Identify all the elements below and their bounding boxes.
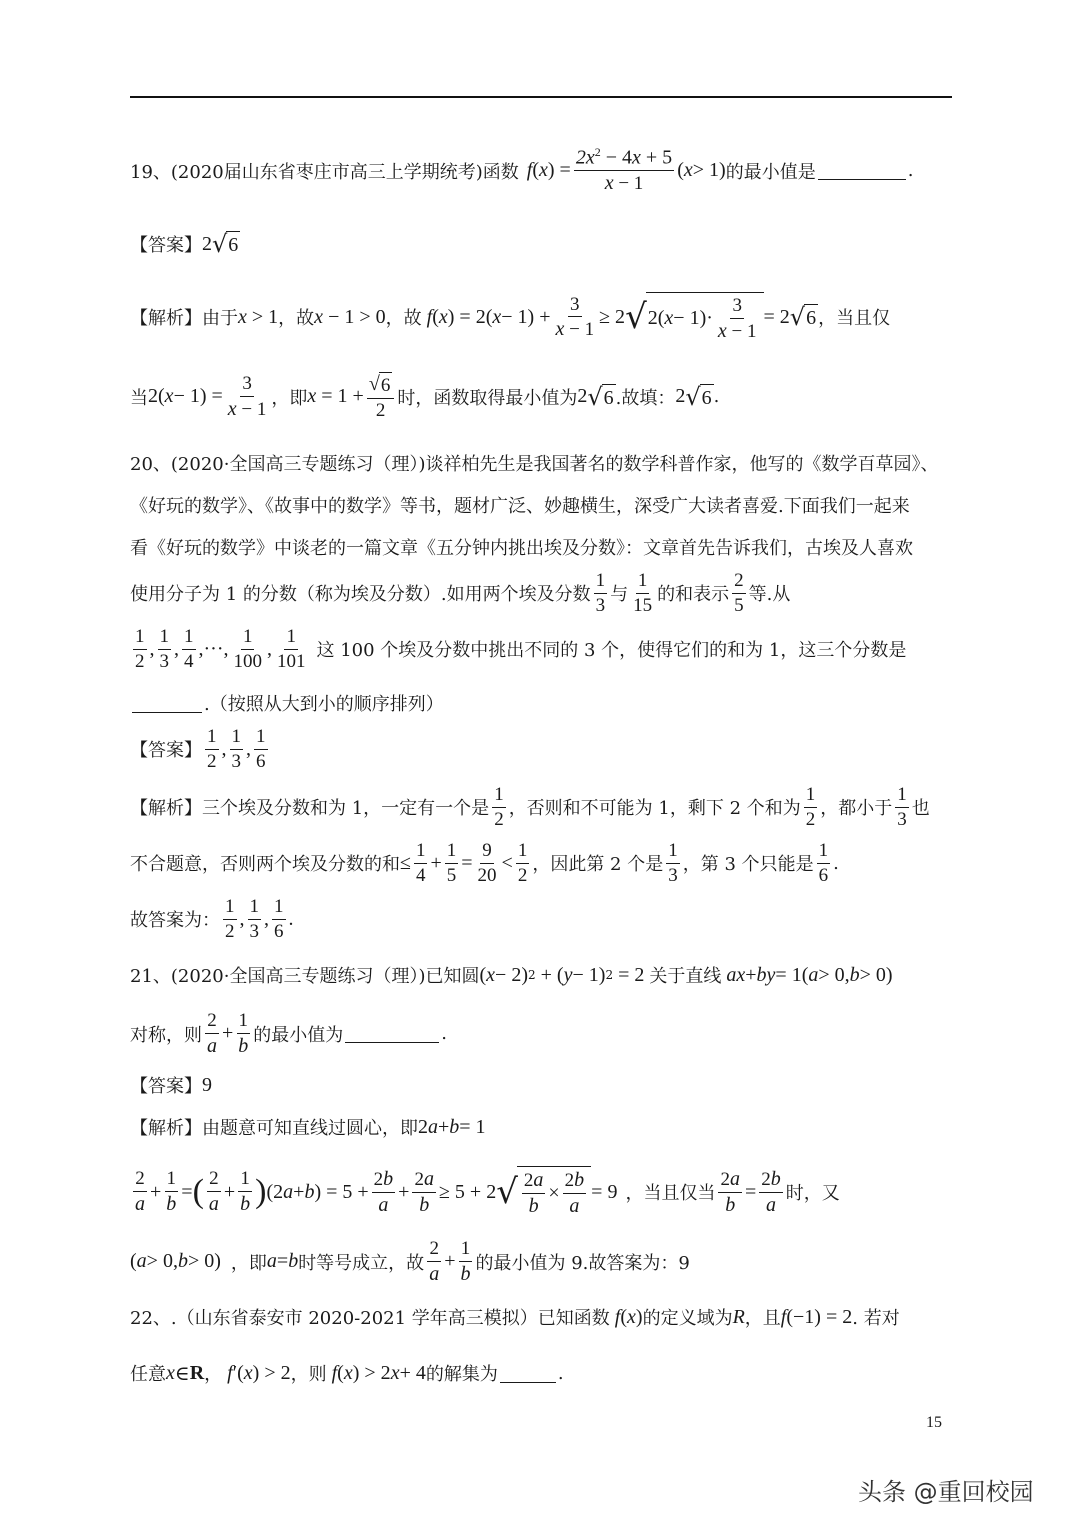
q21-answer-blank [345,1024,439,1043]
q20-line6: .（按照从大到小的顺序排列） [130,690,444,716]
q20-analysis-line1: 【解析】 三个埃及分数和为 1，一定有一个是 $\frac{1}{2}$ ，否则和不可能为 1，剩下 2 个和为 $\frac{1}{2}$ ，都小于 $\frac{1}{3}$ 也 [130,784,930,830]
q20-line2: 《好玩的数学》、《故事中的数学》等书，题材广泛、妙趣横生，深受广大读者喜爱.下面我们一起来 [130,496,910,517]
q21-analysis-line3: ( a > 0, b > 0) ，即 a = b 时等号成立，故 $\frac{2}{a}$ + $\frac{1}{b}$ 的最小值为 9.故答案为：9 [130,1238,690,1285]
watermark: 头条 @重回校园 [858,1478,1034,1506]
q22-line2: 任意 x ∈ R ， f ′( x ) > 2 ，则 f ( x ) > 2 x + 4 的解集为 . [130,1361,564,1385]
header-rule [130,96,952,98]
q20-line3: 看《好玩的数学》中谈老的一篇文章《五分钟内挑出埃及分数》：文章首先告诉我们，古埃及人喜欢 [130,538,913,559]
q20-analysis-line2: 不合题意，否则两个埃及分数的和 ≤ $\frac{1}{4}$ + $\frac{1}{5}$ = $\frac{9}{20}$ < $\frac{1}{2}$ ，因此第 2 个是 $\frac{1}{3}$ ，第 3 个只能是 $\frac{1}{6}$ . [130,840,839,886]
q19-statement: 19、(2020届山东省枣庄市高三上学期统考)函数 f ( x ) = $\frac{2x^2 - 4x + 5}{x - 1}$ ( x > 1) 的最小值是 . [130,145,914,195]
q19-answer: 【答案】 2 √ 6 [130,230,239,258]
q20-line4: 使用分子为 1 的分数（称为埃及分数）.如用两个埃及分数 $\frac{1}{3}$ 与 $\frac{1}{15}$ 的和表示 $\frac{2}{5}$ 等.从 [130,570,791,616]
q20-line5: $\frac{1}{2}$ , $\frac{1}{3}$ , $\frac{1}{4}$ ,···, $\frac{1}{100}$ , $\frac{1}{101}$ 这 100 个埃及分数中挑出不同的 3 个，使得它们的和为 1，这三个分数是 [135,626,907,672]
q21-analysis-line1: 【解析】 由题意可知直线过圆心，即 2 a + b = 1 [130,1115,486,1139]
q19-analysis-line1: 【解析】 由于 x > 1 ，故 x − 1 > 0 ，故 f ( x ) = 2( x − 1) + $\frac{3}{x - 1}$ ≥ 2 √ 2( x − 1)· $\frac{3}{x - 1}$ = 2 √ 6 ，当且仅 [130,293,891,342]
q20-analysis-line3: 故答案为： $\frac{1}{2}$ , $\frac{1}{3}$ , $\frac{1}{6}$ . [130,896,294,942]
q21-statement: 21、(2020·全国高三专题练习（理）)已知圆 ( x − 2) 2 + ( y − 1) 2 = 2 关于直线 ax + by = 1( a > 0, b > 0) [130,963,893,987]
q22-statement: 22、.（山东省泰安市 2020-2021 学年高三模拟）已知函数 f ( x ) 的定义域为 R ，且 f (−1) = 2 . 若对 [130,1305,900,1329]
q20-line1: 20、(2020·全国高三专题练习（理）)谈祥柏先生是我国著名的数学科普作家，他写的《数学百草园》、 [130,454,939,475]
q20-answer-blank [132,694,202,713]
q21-analysis-line2: $\frac{2}{a}$ + $\frac{1}{b}$ = ( $\frac{2}{a}$ + $\frac{1}{b}$ ) (2 a + b ) = 5 + $\frac{2b}{a}$ + $\frac{2a}{b}$ ≥ 5 + 2 √ $\frac{2a}{b}$ × $\frac{2b}{a}$ = 9 ，当且仅当 $\frac{2a}{b}$ = $\frac{2b}{a}$ 时，又 [135,1167,840,1217]
q22-answer-blank [500,1364,556,1383]
q20-answer: 【答案】 $\frac{1}{2}$ , $\frac{1}{3}$ , $\frac{1}{6}$ [130,726,266,772]
page-number: 15 [926,1414,942,1431]
q21-line2: 对称，则 $\frac{2}{a}$ + $\frac{1}{b}$ 的最小值为 . [130,1010,448,1057]
q19-answer-blank [818,161,906,180]
q21-answer: 【答案】 9 [130,1073,212,1097]
q19-analysis-line2: 当 2( x − 1) = $\frac{3}{x - 1}$ ，即 x = 1 + √ 6 2 时，函数取得最小值为 2 √ 6 .故填： 2 √ 6 . [130,372,720,421]
